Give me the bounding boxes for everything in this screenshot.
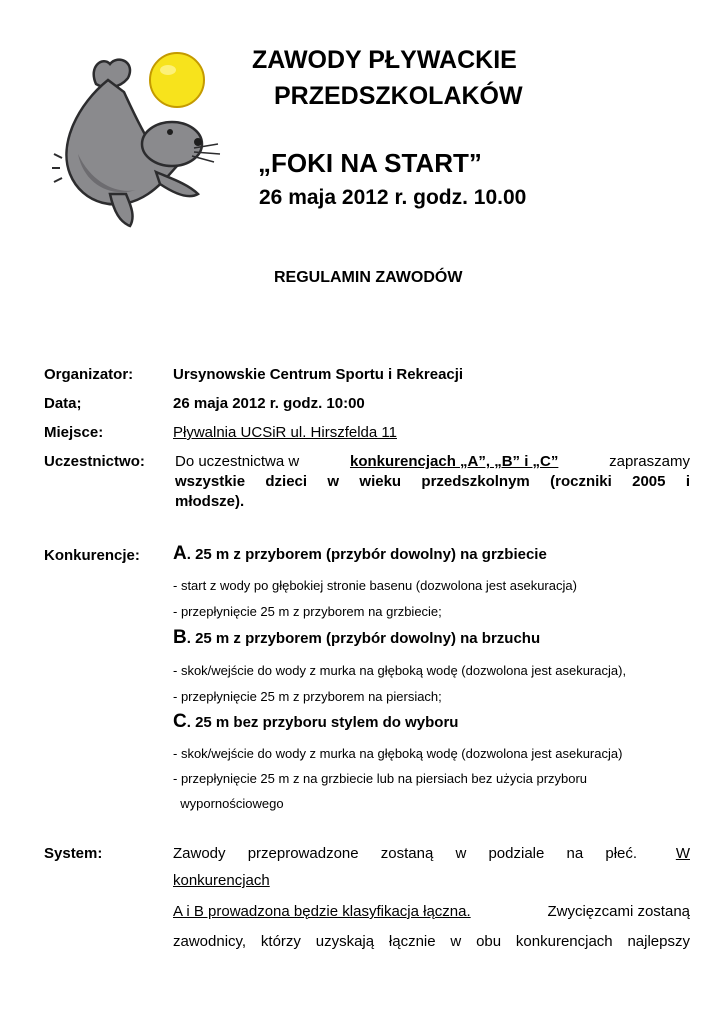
competition-c-letter: C [173,711,187,732]
participation-competitions: konkurencjach „A”, „B” i „C” [349,453,559,470]
organizer-value: Ursynowskie Centrum Sportu i Rekreacji [173,366,464,383]
regulations-heading: REGULAMIN ZAWODÓW [274,269,463,286]
event-name: „FOKI NA START” [258,148,482,178]
competition-b-line-1: - skok/wejście do wody z murka na głęboką wodę (dozwolona jest asekuracja), [173,663,627,678]
place-label: Miejsce: [44,424,104,441]
competition-a-title: . 25 m z przyborem (przybór dowolny) na grzbiecie [186,546,547,563]
place-value: Pływalnia UCSiR ul. Hirszfelda 11 [173,424,397,441]
competition-b-title: . 25 m z przyborem (przybór dowolny) na brzuchu [186,630,541,647]
participation-label: Uczestnictwo: [44,453,145,470]
system-line-1-underlined: W [675,845,690,862]
competition-a-letter: A [173,543,187,564]
participation-line-3: młodsze). [175,493,245,510]
competition-b-heading [173,627,540,649]
system-line-1-text: Zawody przeprowadzone zostaną w podziale na płeć. [173,845,638,862]
competition-a-line-2: - przepłynięcie 25 m z przyborem na grzbiecie; [173,604,442,619]
participation-line-2: wszystkie dzieci w wieku przedszkolnym (roczniki 2005 i [175,473,690,490]
system-line-3 [173,903,690,920]
competition-c-line-3: wypornościowego [173,796,284,811]
seal-with-ball-illustration [48,44,223,229]
system-line-3-underlined: A i B prowadzona będzie klasyfikacja łączna. [173,903,471,920]
participation-line-1 [175,453,690,470]
competition-b-letter: B [173,627,187,648]
competition-c-title: . 25 m bez przyboru stylem do wyboru [186,714,459,731]
system-line-3-text: Zwycięzcami zostaną [547,903,690,920]
competition-c-line-2: - przepłynięcie 25 m z na grzbiecie lub na piersiach bez użycia przyboru [173,771,588,786]
participation-text-3: zapraszamy [609,453,690,470]
system-label: System: [44,845,103,862]
system-line-1 [173,845,690,862]
organizer-label: Organizator: [44,366,134,383]
competition-a-heading [173,543,547,565]
title-line-1: ZAWODY PŁYWACKIE [252,46,517,74]
system-line-2: konkurencjach [173,872,270,889]
date-label: Data; [44,395,82,412]
competition-b-line-2: - przepłynięcie 25 m z przyborem na piersiach; [173,689,442,704]
competition-c-heading [173,711,458,733]
participation-text-1: Do uczestnictwa w [175,453,300,470]
competition-a-line-1: - start z wody po głębokiej stronie basenu (dozwolona jest asekuracja) [173,578,577,593]
event-date: 26 maja 2012 r. godz. 10.00 [259,186,527,209]
title-line-2: PRZEDSZKOLAKÓW [274,82,523,110]
ball-icon [150,53,204,107]
date-value: 26 maja 2012 r. godz. 10:00 [173,395,365,412]
competition-c-line-1: - skok/wejście do wody z murka na głęboką wodę (dozwolona jest asekuracja) [173,746,623,761]
competitions-label: Konkurencje: [44,547,140,564]
system-line-4: zawodnicy, którzy uzyskają łącznie w obu konkurencjach najlepszy [173,933,690,950]
